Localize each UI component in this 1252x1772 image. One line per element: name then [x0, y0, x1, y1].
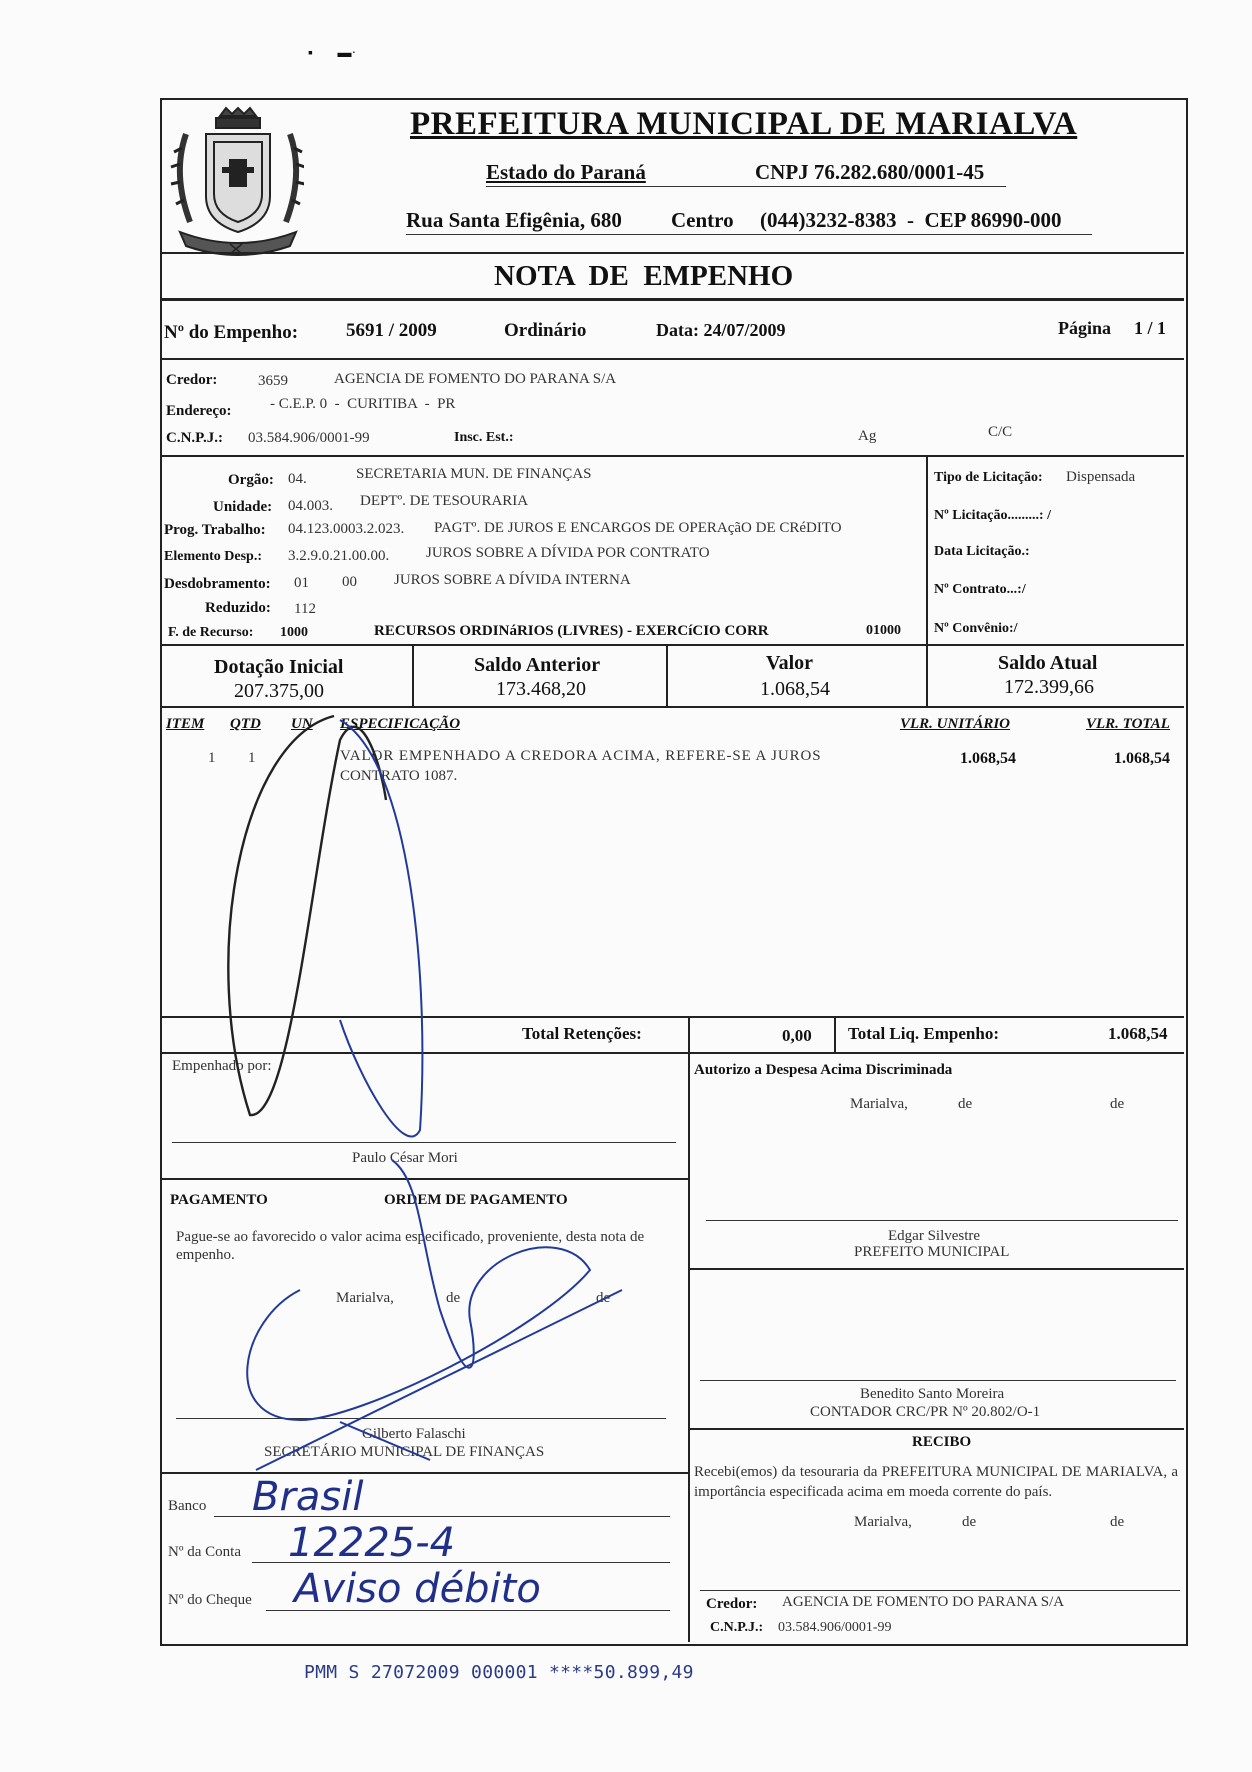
doc-title: NOTA DE EMPENHO — [494, 260, 794, 292]
desdobramento-a: 01 — [294, 575, 309, 591]
coat-of-arms-icon — [160, 104, 304, 258]
unidade-label: Unidade: — [213, 499, 273, 515]
col-qtd: QTD — [230, 716, 261, 732]
scan-specks: ▪ ▬· — [308, 46, 357, 61]
header-title: PREFEITURA MUNICIPAL DE MARIALVA — [410, 106, 1078, 142]
item-qtd: 1 — [248, 750, 256, 766]
empenhado-label: Empenhado por: — [172, 1058, 272, 1074]
page-label: Página — [1058, 318, 1112, 338]
reduzido-value: 112 — [294, 601, 316, 617]
banco-value: Brasil — [252, 1474, 364, 1520]
autorizo-place: Marialva, — [850, 1096, 908, 1112]
pagamento-place: Marialva, — [336, 1290, 394, 1306]
rule-credor-bottom — [160, 455, 1184, 457]
ag-label: Ag — [858, 428, 877, 444]
fonte-code: 1000 — [280, 625, 308, 640]
prefeito-name: Edgar Silvestre — [888, 1228, 981, 1244]
item-unit-value: 1.068,54 — [960, 750, 1016, 767]
fonte-label: F. de Recurso: — [168, 625, 254, 640]
recibo-text: Recebi(emos) da tesouraria da PREFEITURA MUNICIPAL DE MARIALVA, a importância especificada acima em moeda corrente do país. — [694, 1464, 1178, 1500]
saldo-atual-value: 172.399,66 — [1004, 676, 1094, 698]
empenho-type: Ordinário — [504, 320, 587, 341]
fonte-name: RECURSOS ORDINáRIOS (LIVRES) - EXERCíCIO CORR — [374, 623, 769, 639]
header-underline-2 — [406, 234, 1092, 235]
contador-role: CONTADOR CRC/PR Nº 20.802/O-1 — [810, 1404, 1041, 1420]
dotacao-inicial-value: 207.375,00 — [234, 680, 324, 702]
prefeito-line — [706, 1220, 1178, 1221]
prefeito-role: PREFEITO MUNICIPAL — [854, 1244, 1010, 1260]
page-value: 1 / 1 — [1134, 318, 1167, 338]
header-underline-1 — [486, 186, 1006, 187]
divider-licitacao — [926, 455, 928, 645]
pagamento-text: Pague-se ao favorecido o valor acima especificado, proveniente, desta nota de empenho. — [176, 1229, 645, 1263]
footer-stamp: PMM S 27072009 000001 ****50.899,49 — [304, 1662, 694, 1683]
rule-totals-bottom — [160, 1052, 1184, 1054]
recibo-cnpj-value: 03.584.906/0001-99 — [778, 1620, 892, 1635]
total-retencoes-value: 0,00 — [782, 1026, 812, 1045]
credor-label: Credor: — [166, 372, 218, 388]
data-licitacao: Data Licitação.: — [934, 544, 1030, 559]
total-liq-value: 1.068,54 — [1108, 1024, 1168, 1043]
header-cnpj: CNPJ 76.282.680/0001-45 — [755, 160, 985, 184]
empenhado-name: Paulo César Mori — [352, 1150, 458, 1166]
rule-totals-top — [160, 1016, 1184, 1018]
rule-empenho-bottom — [160, 358, 1184, 360]
divider-saldo-3 — [926, 644, 928, 706]
item-total-value: 1.068,54 — [1114, 750, 1170, 767]
unidade-name: DEPTº. DE TESOURARIA — [360, 493, 529, 509]
col-especificacao: ESPECIFICAÇÃO — [340, 716, 461, 732]
credor-code: 3659 — [258, 373, 288, 389]
prog-label: Prog. Trabalho: — [164, 522, 266, 538]
col-vlr-total: VLR. TOTAL — [1086, 716, 1170, 732]
empenho-date: Data: 24/07/2009 — [656, 320, 786, 340]
cheque-value: Aviso débito — [294, 1566, 541, 1612]
cheque-label: Nº do Cheque — [168, 1592, 252, 1608]
cc-label: C/C — [988, 424, 1013, 440]
num-contrato: Nº Contrato...:/ — [934, 582, 1026, 597]
elemento-label: Elemento Desp.: — [164, 549, 262, 564]
desdobramento-b: 00 — [342, 574, 357, 590]
col-item: ITEM — [166, 716, 205, 732]
recibo-de2: de — [1110, 1514, 1125, 1530]
total-liq-label: Total Liq. Empenho: — [848, 1024, 999, 1043]
header-phone-cep: (044)3232-8383 - CEP 86990-000 — [760, 208, 1062, 232]
valor-label: Valor — [766, 652, 814, 674]
col-un: UN — [291, 716, 313, 732]
unidade-code: 04.003. — [288, 498, 333, 514]
rule-recibo-top — [688, 1428, 1184, 1430]
prog-code: 04.123.0003.2.023. — [288, 521, 405, 537]
rule-banco-top — [160, 1472, 688, 1474]
address-value: - C.E.P. 0 - CURITIBA - PR — [270, 396, 456, 412]
credor-name: AGENCIA DE FOMENTO DO PARANA S/A — [334, 371, 617, 387]
contador-line — [700, 1380, 1176, 1381]
contador-name: Benedito Santo Moreira — [860, 1386, 1005, 1402]
item-description-line1: VALOR EMPENHADO A CREDORA ACIMA, REFERE-SE A JUROS — [340, 748, 822, 764]
num-convenio: Nº Convênio:/ — [934, 621, 1018, 636]
col-vlr-unitario: VLR. UNITÁRIO — [900, 716, 1011, 732]
recibo-line — [700, 1590, 1180, 1591]
address-label: Endereço: — [166, 403, 232, 419]
recibo-de1: de — [962, 1514, 977, 1530]
recibo-cnpj-label: C.N.P.J.: — [710, 1620, 764, 1635]
rule-pagamento-top — [160, 1178, 688, 1180]
conta-value: 12225-4 — [288, 1520, 456, 1566]
table-row — [160, 746, 1184, 790]
credor-cnpj-value: 03.584.906/0001-99 — [248, 430, 370, 446]
reduzido-label: Reduzido: — [205, 600, 271, 616]
pagamento-de2: de — [596, 1290, 611, 1306]
total-retencoes-label: Total Retenções: — [522, 1024, 642, 1043]
header-street: Rua Santa Efigênia, 680 — [406, 208, 622, 232]
divider-totals-1 — [688, 1016, 690, 1052]
rule-dotacao-bottom — [160, 644, 1184, 646]
saldo-anterior-label: Saldo Anterior — [474, 654, 601, 676]
recibo-credor-label: Credor: — [706, 1596, 758, 1612]
tipo-licitacao-label: Tipo de Licitação: — [934, 470, 1043, 485]
autorizo-de1: de — [958, 1096, 973, 1112]
secretario-role: SECRETÁRIO MUNICIPAL DE FINANÇAS — [264, 1444, 545, 1460]
autorizo-de2: de — [1110, 1096, 1125, 1112]
divider-signatures — [688, 1052, 690, 1642]
recibo-credor-name: AGENCIA DE FOMENTO DO PARANA S/A — [782, 1594, 1065, 1610]
elemento-name: JUROS SOBRE A DÍVIDA POR CONTRATO — [426, 545, 710, 561]
empenhado-line — [172, 1142, 676, 1143]
divider-totals-2 — [834, 1016, 836, 1052]
rule-saldos-bottom — [160, 706, 1184, 708]
tipo-licitacao-value: Dispensada — [1066, 469, 1136, 485]
rule-contador-top — [688, 1268, 1184, 1270]
secretario-line — [176, 1418, 666, 1419]
item-description-line2: CONTRATO 1087. — [340, 768, 458, 784]
insc-est-label: Insc. Est.: — [454, 430, 514, 445]
recibo-label: RECIBO — [912, 1434, 972, 1450]
empenho-number-value: 5691 / 2009 — [346, 320, 437, 341]
divider-saldo-2 — [666, 644, 668, 706]
pagamento-label: PAGAMENTO — [170, 1192, 268, 1208]
rule-title-bottom — [160, 298, 1184, 301]
fonte-number: 01000 — [866, 623, 901, 638]
ordem-pagamento-label: ORDEM DE PAGAMENTO — [384, 1192, 568, 1208]
elemento-code: 3.2.9.0.21.00.00. — [288, 548, 390, 564]
desdobramento-name: JUROS SOBRE A DÍVIDA INTERNA — [394, 572, 631, 588]
saldo-atual-label: Saldo Atual — [998, 652, 1098, 674]
secretario-name: Gilberto Falaschi — [362, 1426, 466, 1442]
desdobramento-label: Desdobramento: — [164, 576, 271, 592]
recibo-place: Marialva, — [854, 1514, 912, 1530]
item-number: 1 — [208, 750, 216, 766]
conta-label: Nº da Conta — [168, 1544, 241, 1560]
credor-cnpj-label: C.N.P.J.: — [166, 430, 223, 446]
dotacao-inicial-label: Dotação Inicial — [214, 656, 344, 678]
saldo-anterior-value: 173.468,20 — [496, 678, 586, 700]
valor-value: 1.068,54 — [760, 678, 830, 700]
orgao-name: SECRETARIA MUN. DE FINANÇAS — [356, 466, 592, 482]
header-district: Centro — [671, 208, 734, 232]
rule-title-top — [160, 252, 1184, 254]
pagamento-de1: de — [446, 1290, 461, 1306]
empenho-number-label: Nº do Empenho: — [164, 322, 299, 343]
divider-saldo-1 — [412, 644, 414, 706]
autorizo-label: Autorizo a Despesa Acima Discriminada — [694, 1062, 953, 1078]
num-licitacao: Nº Licitação.........: / — [934, 508, 1051, 523]
header-state: Estado do Paraná — [486, 160, 646, 184]
banco-label: Banco — [168, 1498, 207, 1514]
prog-name: PAGTº. DE JUROS E ENCARGOS DE OPERAçãO DE CRéDITO — [434, 520, 842, 536]
orgao-code: 04. — [288, 471, 307, 487]
orgao-label: Orgão: — [228, 472, 274, 488]
